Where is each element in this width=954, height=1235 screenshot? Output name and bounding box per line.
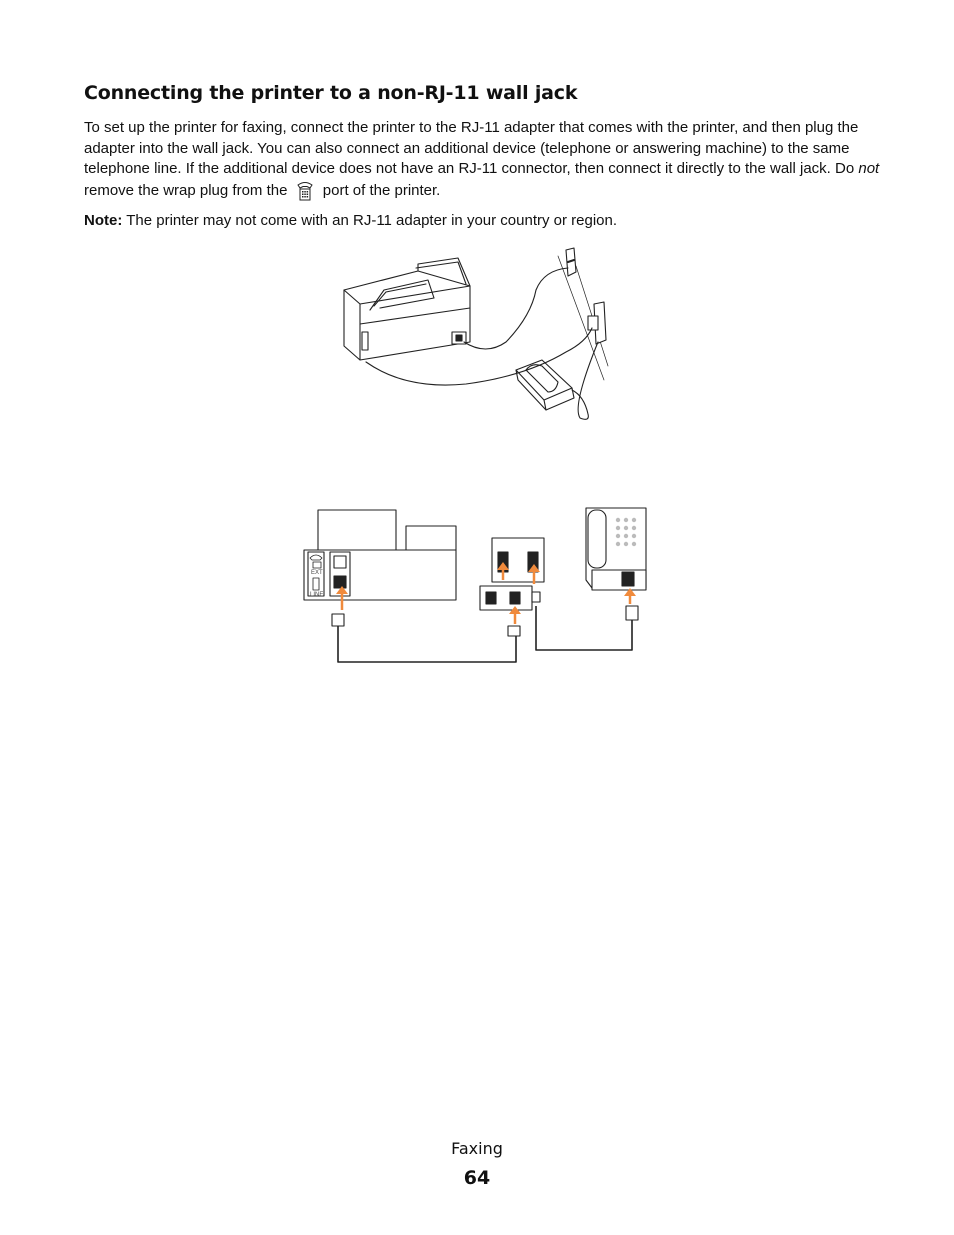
instruction-paragraph xyxy=(84,118,884,202)
note-text: The printer may not come with an RJ-11 adapter in your country or region. xyxy=(122,212,618,229)
note-label: Note: xyxy=(84,212,123,229)
footer-section-title: Faxing xyxy=(451,1139,503,1158)
printer-to-adapter-cable xyxy=(464,268,568,349)
page-heading: Connecting the printer to a non-RJ-11 wall jack xyxy=(84,82,578,104)
note-paragraph xyxy=(84,211,884,231)
line-label: LINE xyxy=(310,592,324,598)
page-number: 64 xyxy=(463,1167,491,1189)
printer-illustration xyxy=(344,258,470,360)
connection-schematic xyxy=(296,500,656,672)
telephone-port-icon xyxy=(295,180,315,202)
paragraph-text-1: To set up the printer for faxing, connect the printer to the RJ-11 adapter that comes with the printer, and then plug the adapter into the wall jack. You can also connect an additional device (telephone or answering machine) to the same telephone line. If the additional device does not have an RJ-11 connector, then connect it directly to the wall jack. Do xyxy=(84,119,859,177)
upper-wall-jack xyxy=(566,248,576,276)
rj11-adapter xyxy=(480,586,540,610)
cables xyxy=(338,606,632,662)
telephone-device xyxy=(586,508,646,590)
paragraph-emphasis: not xyxy=(858,160,880,177)
printer-wall-jack-illustration xyxy=(336,246,626,426)
printer-back xyxy=(304,510,456,600)
ext-label: EXT xyxy=(311,570,323,576)
paragraph-text-2: remove the wrap plug from the xyxy=(84,181,292,199)
wall-jack xyxy=(492,538,544,582)
lower-wall-jack xyxy=(588,302,606,344)
paragraph-text-3: port of the printer. xyxy=(318,181,441,199)
telephone-illustration xyxy=(516,360,574,410)
